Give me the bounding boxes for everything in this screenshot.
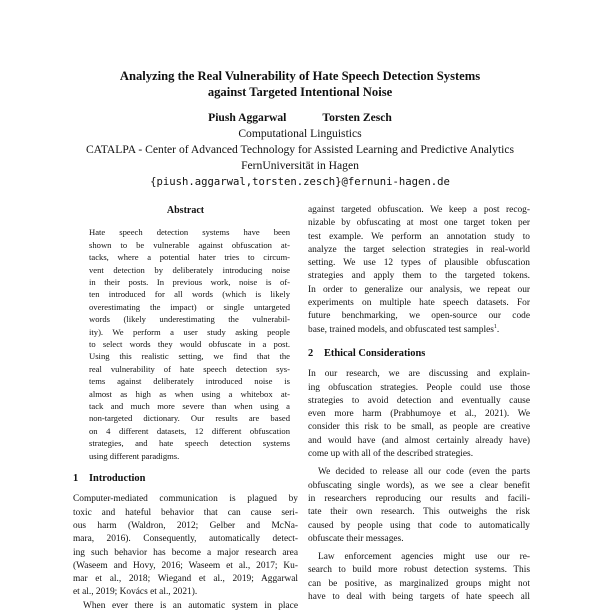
left-column bbox=[73, 204, 298, 613]
body-line: obfuscating single words), as we see a clear benefit bbox=[308, 480, 530, 491]
abstract-line: in their posts. In previous work, noise is of- bbox=[89, 276, 290, 287]
body-line: (Waseem and Hovy, 2016; Waseem et al., 2017; Ku- bbox=[73, 560, 298, 571]
abstract-line: using different paradigms. bbox=[89, 450, 180, 461]
abstract-body bbox=[89, 226, 290, 462]
body-line: strategies and apply them to the targeted tokens. bbox=[308, 271, 530, 282]
introduction-continued bbox=[308, 204, 530, 337]
body-line: We decided to release all our code (even the parts bbox=[318, 467, 530, 478]
body-line: have to deal with being targets of hate speech all bbox=[308, 592, 530, 603]
body-line: caused by people using that code to automatically bbox=[308, 520, 530, 531]
section-title: Introduction bbox=[89, 473, 146, 485]
section-heading-introduction bbox=[73, 472, 298, 485]
body-line: even more harm (Prabhumoye et al., 2021). We bbox=[308, 409, 530, 420]
section-title: Ethical Considerations bbox=[324, 347, 426, 359]
affiliation-line: CATALPA - Center of Advanced Technology for Assisted Learning and Predictive Analytics bbox=[85, 143, 515, 156]
title-line: Analyzing the Real Vulnerability of Hate Speech Detection Systems bbox=[119, 69, 481, 83]
introduction-body bbox=[73, 493, 298, 613]
abstract-line: strategies, and hate speech detection systems bbox=[89, 438, 290, 449]
affiliation-line: Computational Linguistics bbox=[238, 127, 362, 140]
abstract-line: Using this realistic setting, we find that the bbox=[89, 351, 290, 362]
body-line: tate their own research. This outweighs the risk bbox=[308, 507, 530, 518]
body-line: et al., 2019; Kovács et al., 2021). bbox=[73, 587, 198, 598]
abstract-line: Hate speech detection systems have been bbox=[89, 227, 290, 238]
affiliation-line: FernUniversität in Hagen bbox=[241, 159, 359, 172]
body-line: against targeted obfuscation. We keep a post recog- bbox=[308, 205, 530, 215]
body-line: test example. We perform an annotation study to bbox=[308, 231, 530, 242]
author-name: Piush Aggarwal bbox=[208, 111, 287, 124]
abstract-line: real vulnerability of hate speech detection sys- bbox=[89, 363, 290, 374]
body-line: Law enforcement agencies might use our re- bbox=[318, 552, 530, 563]
body-line: obfuscate their messages. bbox=[308, 533, 404, 544]
body-line: In our research, we are discussing and explain- bbox=[308, 369, 530, 380]
abstract-heading: Abstract bbox=[166, 205, 205, 216]
abstract-line: ity). We perform a user study asking people bbox=[89, 326, 290, 337]
paper-title bbox=[40, 68, 560, 100]
body-line: nizable by obfuscating at most one target token per bbox=[308, 218, 530, 229]
abstract-line: ten introduced for all words (which is likely bbox=[89, 289, 290, 300]
body-line: search to build more robust detection systems. This bbox=[308, 565, 530, 576]
body-line: mar et al., 2018; Wiegand et al., 2019; Aggarwal bbox=[73, 574, 298, 585]
abstract-line: almost as high as when using a whitebox at- bbox=[89, 388, 290, 399]
body-line: ing obfuscation strategies. People could use those bbox=[308, 382, 530, 393]
abstract-line: tack and much more severe than when using a bbox=[89, 400, 290, 411]
abstract-line: shown to be vulnerable against obfuscation at- bbox=[89, 239, 290, 250]
title-line: against Targeted Intentional Noise bbox=[207, 85, 393, 99]
section-heading-ethical bbox=[308, 347, 530, 360]
body-line: Computer-mediated communication is plagued by bbox=[73, 494, 298, 505]
body-line: consider this risk to be small, as people are creative bbox=[308, 422, 530, 433]
body-line: When ever there is an automatic system in place bbox=[83, 600, 298, 611]
body-line: and would have (and almost certainly already have) bbox=[308, 435, 530, 446]
body-text: base, trained models, and obfuscated test samples bbox=[308, 324, 494, 335]
body-line: base, trained models, and obfuscated test samples$^1$. bbox=[308, 323, 500, 335]
body-line: in researchers reproducing our results and facili- bbox=[308, 493, 530, 504]
abstract-line: overestimating the impact) or single untargeted bbox=[89, 301, 290, 312]
abstract-line: on 4 different datasets, 12 different obfuscation bbox=[89, 425, 290, 436]
body-line: experiments on multiple hate speech datasets. For bbox=[308, 298, 530, 309]
section-number: 2 bbox=[308, 347, 314, 359]
author-email: {piush.aggarwal,torsten.zesch}@fernuni-hagen.de bbox=[150, 176, 450, 188]
abstract-line: vent detection by deliberately introducing noise bbox=[89, 264, 290, 275]
abstract-line: words (likely underestimating the vulnerabil- bbox=[89, 314, 290, 325]
body-line: future benchmarking, we open-source our code bbox=[308, 311, 530, 322]
body-line: mara, 2016). Consequently, automatically detect- bbox=[73, 534, 298, 545]
right-column bbox=[308, 204, 530, 604]
abstract-line: to select words they would obfuscate in a post. bbox=[89, 338, 290, 349]
body-line: strategies to avoid detection and eventually cause bbox=[308, 395, 530, 406]
body-line: come up with all of the described strategies. bbox=[308, 449, 474, 460]
abstract-line: tems against deliberately introduced noise is bbox=[89, 376, 290, 387]
body-line: setting. We use 12 types of plausible obfuscation bbox=[308, 258, 530, 269]
abstract-line: tacks, where a potential hater tries to circum- bbox=[89, 252, 290, 263]
body-line: toxic and hateful behavior that can cause seri- bbox=[73, 507, 298, 518]
author-block bbox=[40, 110, 560, 190]
body-line: In order to generalize our analysis, we repeat our bbox=[308, 284, 530, 295]
ethical-body bbox=[308, 368, 530, 604]
section-number: 1 bbox=[73, 473, 79, 485]
body-line: can be positive, as marginalized groups might not bbox=[308, 578, 530, 589]
author-names bbox=[40, 110, 560, 126]
body-line: ing such behavior has become a major research area bbox=[73, 547, 298, 558]
author-name: Torsten Zesch bbox=[322, 111, 392, 124]
abstract-line: non-targeted dictionary. Our results are based bbox=[89, 413, 290, 424]
body-line: ous harm (Waldron, 2012; Gelber and McNa- bbox=[73, 520, 298, 531]
body-line: analyze the target selection strategies in real-world bbox=[308, 244, 530, 255]
footnote-mark: 1 bbox=[493, 323, 497, 330]
